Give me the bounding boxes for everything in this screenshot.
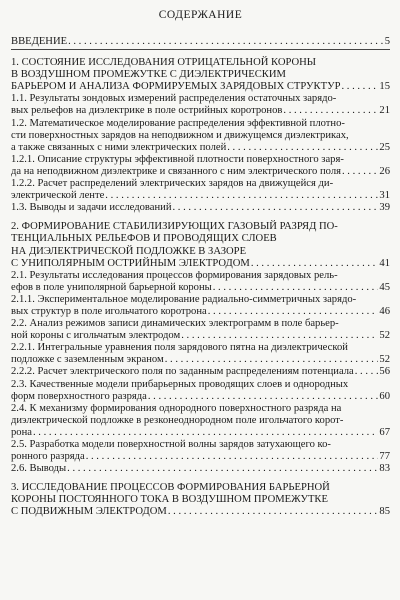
toc-page-number: 83 bbox=[379, 463, 390, 475]
toc-page-number: 46 bbox=[379, 305, 390, 317]
toc-page-number: 56 bbox=[379, 366, 390, 378]
toc-entry bbox=[11, 221, 390, 269]
dot-leader bbox=[168, 506, 379, 518]
toc-entry-line: 1.2. Математическое моделирование распределения эффективной плотно- bbox=[11, 117, 345, 129]
toc-entry bbox=[11, 270, 390, 294]
toc-entry-line: сти поверхностных зарядов на неподвижном и движущемся диэлектриках, bbox=[11, 129, 349, 141]
dot-leader bbox=[173, 202, 379, 214]
toc-entry-line: 2. ФОРМИРОВАНИЕ СТАБИЛИЗИРУЮЩИХ ГАЗОВЫЙ РАЗРЯД ПО- bbox=[11, 221, 338, 233]
toc-page-number: 26 bbox=[379, 165, 390, 177]
dot-leader bbox=[165, 354, 379, 366]
toc-page-number: 60 bbox=[379, 390, 390, 402]
toc-entry-last-line bbox=[11, 306, 390, 318]
dot-leader bbox=[342, 166, 378, 178]
toc-entry-line: 2.3. Качественные модели прибарьерных проводящих слоев и однородных bbox=[11, 378, 349, 390]
toc-entry-line: 2.2.1. Интегральные уравнения поля зарядового пятна на диэлектрической bbox=[11, 342, 348, 354]
toc-entry-text: 2.2.2. Расчет электрического поля по заданным распределениям потенциала bbox=[11, 366, 354, 378]
toc-page-number: 52 bbox=[379, 330, 390, 342]
toc-entry-line: 1.2.1. Описание структуры эффективной плотности поверхностного заря- bbox=[11, 153, 344, 165]
toc-entry-last-line bbox=[11, 354, 390, 366]
toc-entry-line: 1.2.2. Расчет распределений электрических зарядов на движущейся ди- bbox=[11, 178, 334, 190]
toc-entry-last-line bbox=[11, 463, 390, 475]
toc-entry bbox=[11, 403, 390, 439]
toc-entry-last-line bbox=[11, 506, 390, 518]
toc-entry-line: диэлектрической подложке в резконеоднородном поле игольчатого корот- bbox=[11, 414, 344, 426]
toc-entry-text: С УНИПОЛЯРНЫМ ОСТРИЙНЫМ ЭЛЕКТРОДОМ bbox=[11, 257, 250, 269]
toc-entry-text: а также связанных с ними электрических полей bbox=[11, 141, 227, 153]
dot-leader bbox=[355, 366, 379, 378]
toc-entry-last-line bbox=[11, 451, 390, 463]
toc-page-number: 39 bbox=[379, 202, 390, 214]
toc-page-number: 67 bbox=[379, 426, 390, 438]
toc-entry bbox=[11, 93, 390, 117]
toc-page-number: 52 bbox=[379, 354, 390, 366]
toc-entry-line: 1. СОСТОЯНИЕ ИССЛЕДОВАНИЯ ОТРИЦАТЕЛЬНОЙ КОРОНЫ bbox=[11, 57, 317, 69]
toc-entry bbox=[11, 36, 390, 48]
toc-entry-text: вых структур в поле игольчатого коротрона bbox=[11, 305, 207, 317]
dot-leader bbox=[341, 81, 378, 93]
toc-entry-text: ной короны с игольчатым электродом bbox=[11, 330, 181, 342]
toc-entry-last-line bbox=[11, 258, 390, 270]
toc-entry-line: В ВОЗДУШНОМ ПРОМЕЖУТКЕ С ДИЭЛЕКТРИЧЕСКИМ bbox=[11, 69, 286, 81]
toc-entry-text: рона bbox=[11, 426, 32, 438]
toc-entry-text: вых рельефов на диэлектрике в поле острийных коротронов bbox=[11, 105, 283, 117]
toc-entry-line: НА ДИЭЛЕКТРИЧЕСКОЙ ПОДЛОЖКЕ В ЗАЗОРЕ bbox=[11, 245, 247, 257]
toc-entry bbox=[11, 118, 390, 154]
toc-page-number: 77 bbox=[379, 451, 390, 463]
toc-page-number: 21 bbox=[379, 105, 390, 117]
toc-entry-line: 2.1. Результаты исследования процессов формирования зарядовых рель- bbox=[11, 269, 338, 281]
toc-entry-last-line bbox=[11, 105, 390, 117]
toc-entry-text: ВВЕДЕНИЕ bbox=[11, 36, 68, 47]
toc-entry-last-line bbox=[11, 81, 390, 93]
toc-entry-text: подложке с заземленным экраном bbox=[11, 354, 164, 366]
toc-entry bbox=[11, 379, 390, 403]
toc-entry-text: ефов в поле униполярной барьерной короны bbox=[11, 281, 212, 293]
toc-entry-line: КОРОНЫ ПОСТОЯННОГО ТОКА В ВОЗДУШНОМ ПРОМЕЖУТКЕ bbox=[11, 494, 328, 506]
dot-leader bbox=[148, 391, 379, 403]
toc-entry-text: да на неподвижном диэлектрике и связанного с ним электрического поля bbox=[11, 165, 341, 177]
toc-entry bbox=[11, 463, 390, 475]
toc-entry-last-line bbox=[11, 190, 390, 202]
toc-entry-text: форм поверхностного разряда bbox=[11, 390, 147, 402]
dot-leader bbox=[251, 258, 379, 270]
toc-entry-text: 1.3. Выводы и задачи исследований bbox=[11, 202, 172, 214]
dot-leader bbox=[181, 330, 378, 342]
toc-entry-text: ронного разряда bbox=[11, 451, 85, 463]
toc-entry-text: БАРЬЕРОМ И АНАЛИЗА ФОРМИРУЕМЫХ ЗАРЯДОВЫХ СТРУКТУР bbox=[11, 81, 341, 93]
dot-leader bbox=[227, 142, 378, 154]
toc-entry-text: электрической ленте bbox=[11, 190, 105, 202]
toc-page-number: 45 bbox=[379, 281, 390, 293]
toc-entry-last-line bbox=[11, 282, 390, 294]
toc-entry bbox=[11, 178, 390, 202]
toc-entry-text: С ПОДВИЖНЫМ ЭЛЕКТРОДОМ bbox=[11, 506, 167, 518]
toc-entry-last-line bbox=[11, 166, 390, 178]
toc-entry bbox=[11, 294, 390, 318]
dot-leader bbox=[213, 282, 379, 294]
toc-page-number: 31 bbox=[379, 190, 390, 202]
toc-entry-line: ТЕНЦИАЛЬНЫХ РЕЛЬЕФОВ И ПРОВОДЯЩИХ СЛОЕВ bbox=[11, 233, 277, 245]
toc-entry-text: 2.6. Выводы bbox=[11, 463, 67, 475]
page-title: СОДЕРЖАНИЕ bbox=[158, 9, 243, 21]
toc-entry bbox=[11, 342, 390, 366]
toc-page-number: 41 bbox=[379, 257, 390, 269]
dot-leader bbox=[283, 105, 378, 117]
toc-entry-line: 2.4. К механизму формирования однородного поверхностного разряда на bbox=[11, 402, 342, 414]
toc-entry-line: 1.1. Результаты зондовых измерений распределения остаточных зарядо- bbox=[11, 93, 337, 105]
divider bbox=[11, 49, 390, 50]
toc-entry bbox=[11, 57, 390, 93]
toc-entry bbox=[11, 154, 390, 178]
toc-entry-line: 2.2. Анализ режимов записи динамических электрограмм в поле барьер- bbox=[11, 318, 339, 330]
toc-entry bbox=[11, 318, 390, 342]
dot-leader bbox=[67, 463, 378, 475]
dot-leader bbox=[86, 451, 379, 463]
dot-leader bbox=[33, 427, 378, 439]
toc-entry-line: 2.5. Разработка модели поверхностной волны зарядов затухающего ко- bbox=[11, 439, 331, 450]
dot-leader bbox=[68, 36, 384, 48]
toc-entry-last-line bbox=[11, 142, 390, 154]
toc-entry bbox=[11, 366, 390, 378]
toc-entry bbox=[11, 482, 390, 518]
toc-entry-last-line bbox=[11, 36, 390, 48]
toc-list bbox=[11, 36, 390, 519]
toc-entry-last-line bbox=[11, 330, 390, 342]
toc-page-number: 15 bbox=[379, 81, 390, 93]
toc-entry bbox=[11, 439, 390, 463]
dot-leader bbox=[105, 190, 378, 202]
toc-entry-last-line bbox=[11, 366, 390, 378]
toc-page-number: 5 bbox=[384, 36, 390, 47]
toc-entry bbox=[11, 202, 390, 214]
dot-leader bbox=[208, 306, 379, 318]
toc-entry-last-line bbox=[11, 391, 390, 403]
toc-entry-last-line bbox=[11, 427, 390, 439]
toc-page-number: 85 bbox=[379, 506, 390, 518]
toc-entry-last-line bbox=[11, 202, 390, 214]
toc-entry-line: 3. ИССЛЕДОВАНИЕ ПРОЦЕССОВ ФОРМИРОВАНИЯ БАРЬЕРНОЙ bbox=[11, 482, 330, 494]
toc-page-number: 25 bbox=[379, 141, 390, 153]
toc-entry-line: 2.1.1. Экспериментальное моделирование радиально-симметричных зарядо- bbox=[11, 293, 357, 305]
